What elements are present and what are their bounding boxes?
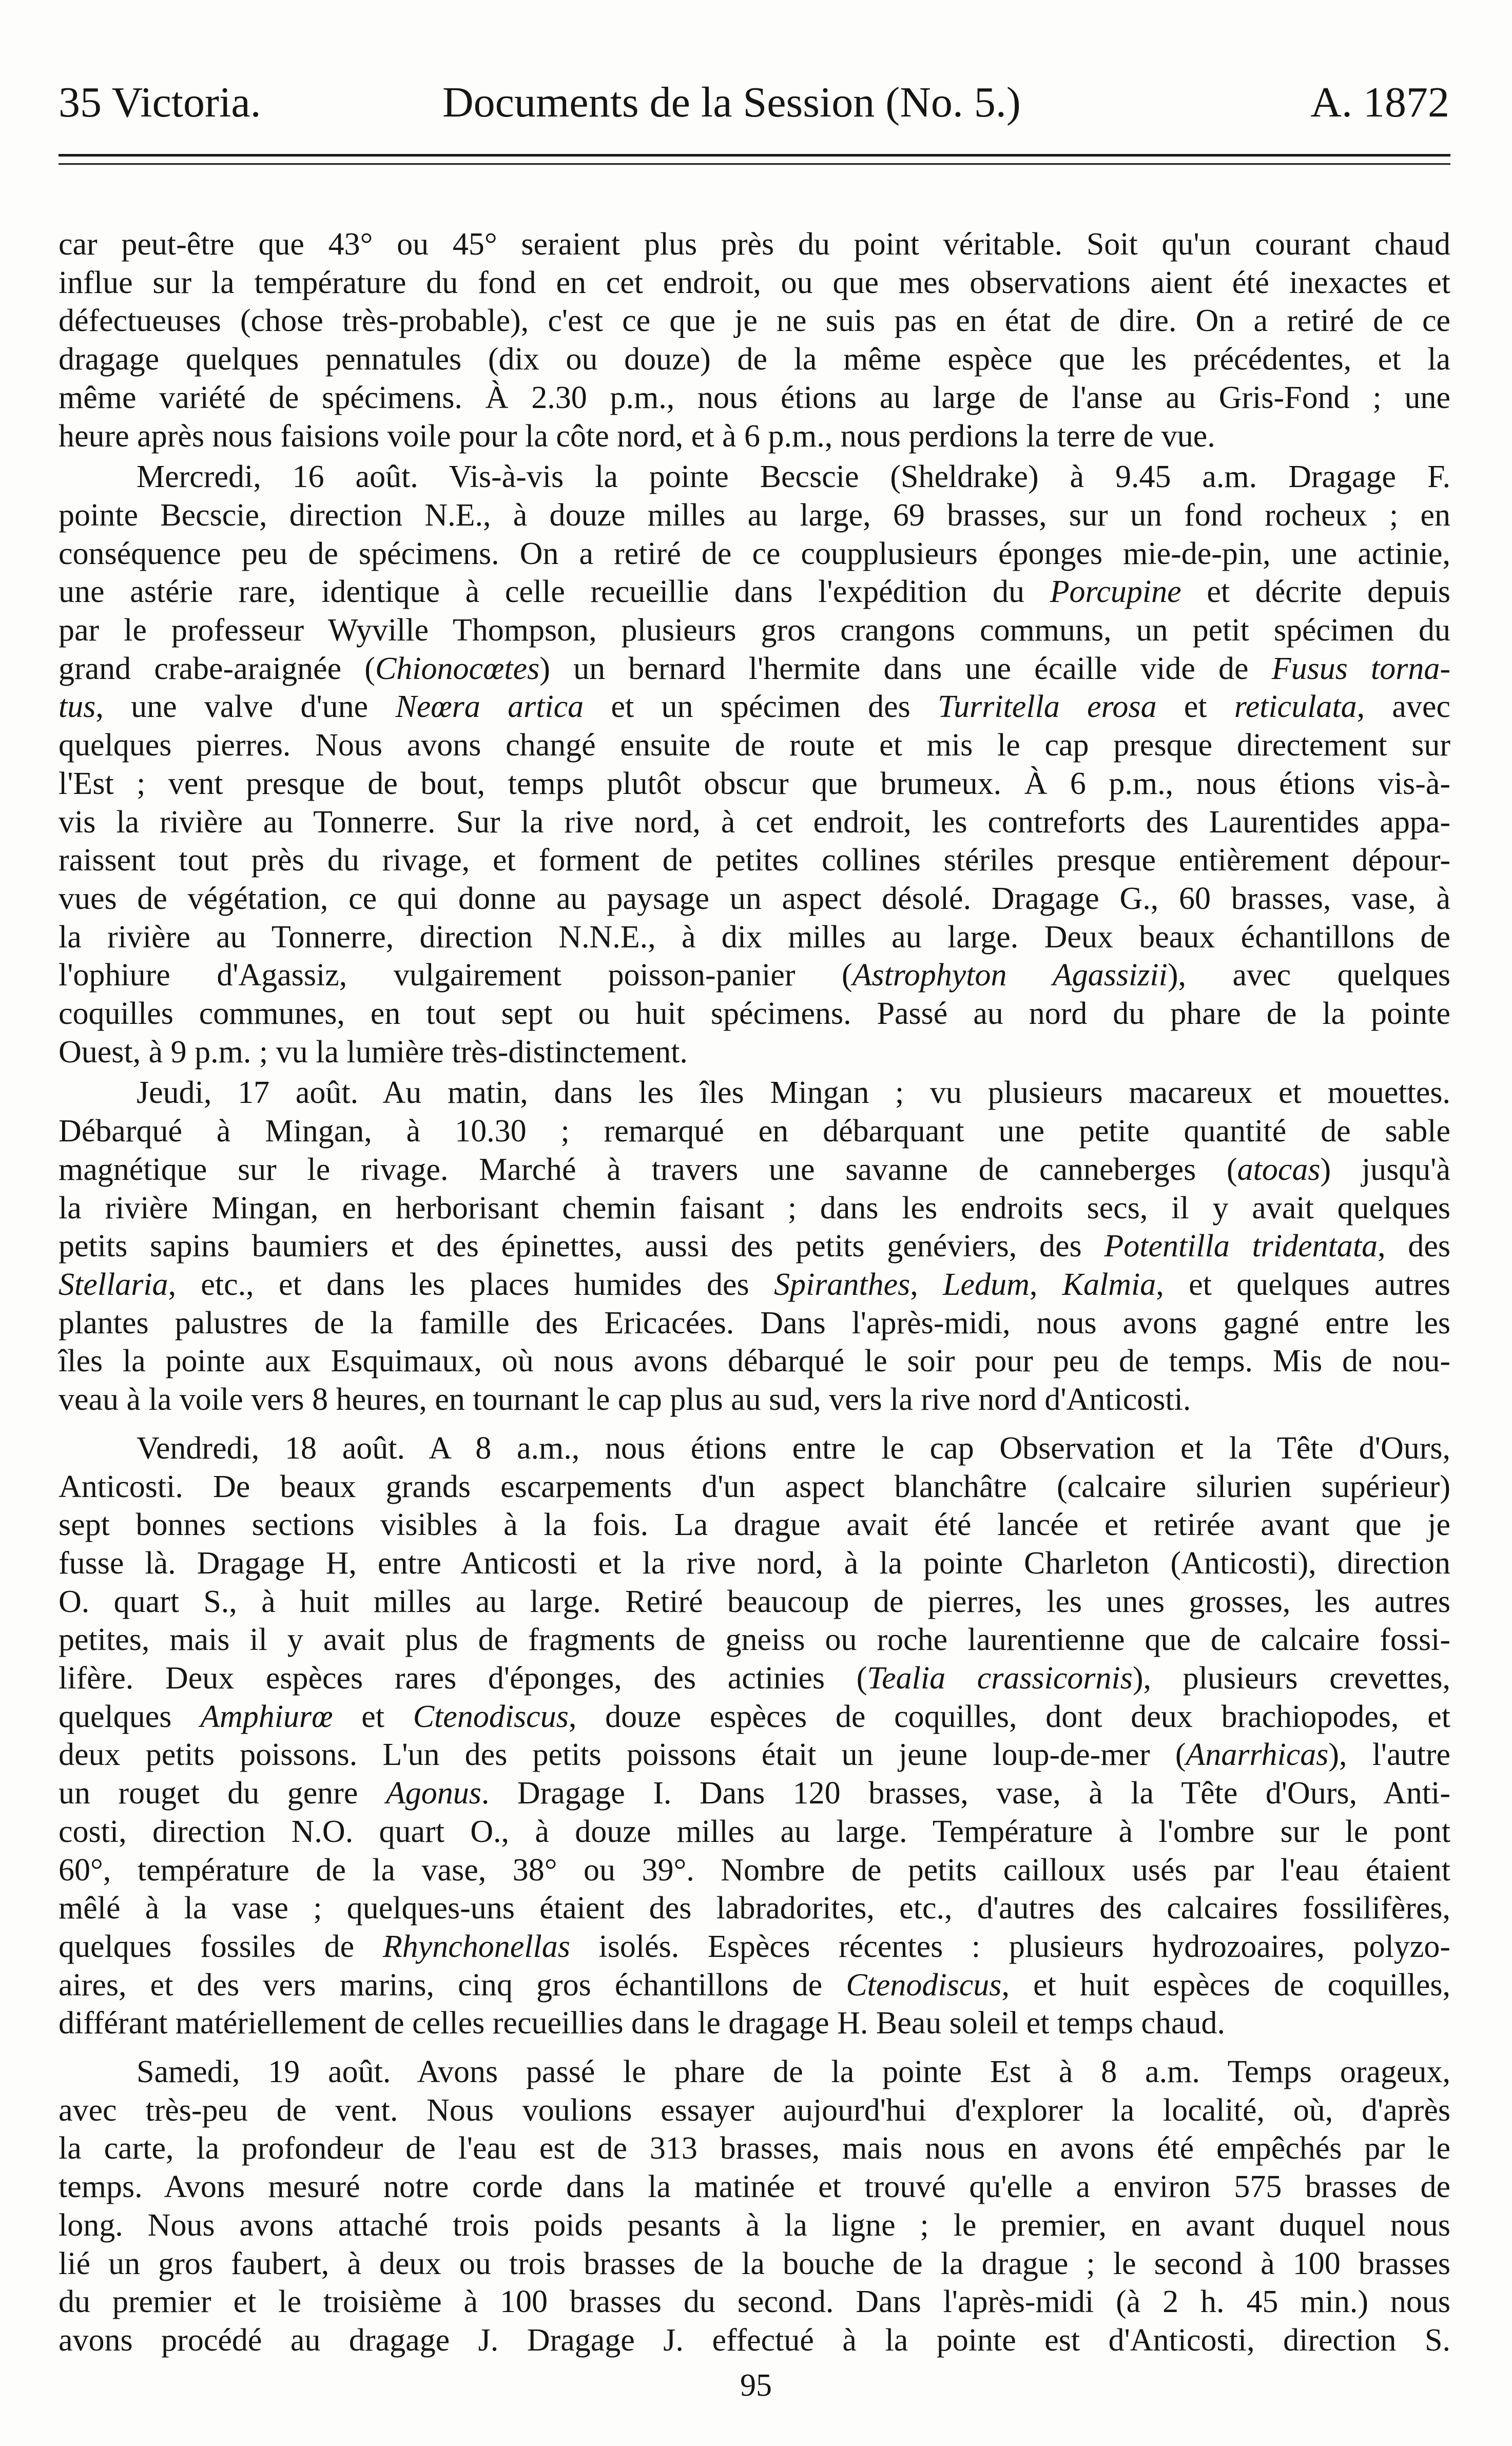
- text-run: l'ophiure d'Agassiz, vulgairement poisson-panier (: [59, 958, 852, 993]
- text-line: long. Nous avons attaché trois poids pesants à la ligne ; le premier, en avant duquel nous: [59, 2207, 1450, 2243]
- text-line: vis la rivière au Tonnerre. Sur la rive nord, à cet endroit, les contreforts des Laurentides appa-: [59, 804, 1450, 840]
- text-run: une astérie rare, identique à celle recueillie dans l'expédition du: [59, 574, 1050, 610]
- text-run: ,: [910, 1267, 943, 1302]
- italic-term: Ctenodiscus: [846, 1967, 1002, 2003]
- text-line: petites, mais il y avait plus de fragments de gneiss ou roche laurentienne que de calcaire fossi-: [59, 1622, 1450, 1658]
- text-run: . Dragage I. Dans 120 brasses, vase, à la Tête d'Ours, Anti-: [481, 1776, 1450, 1811]
- italic-term: Ctenodiscus: [413, 1699, 569, 1734]
- text-line: raissent tout près du rivage, et forment de petites collines stériles presque entièrement dépour-: [59, 843, 1450, 878]
- italic-term: Potentilla tridentata: [1104, 1229, 1378, 1264]
- text-line: la rivière Mingan, en herborisant chemin faisant ; dans les endroits secs, il y avait quelques: [59, 1190, 1450, 1226]
- text-line: [59, 1774, 1450, 1813]
- text-line: îles la pointe aux Esquimaux, où nous avons débarqué le soir pour peu de temps. Mis de nou-: [59, 1344, 1450, 1379]
- paragraph: [59, 2053, 1450, 2360]
- text-run: ,: [1029, 1267, 1062, 1302]
- text-run: ), plusieurs crevettes,: [1132, 1661, 1450, 1696]
- text-run: ) jusqu'à: [1320, 1152, 1450, 1187]
- italic-term: Tealia crassicornis: [867, 1661, 1133, 1696]
- text-run: et: [1156, 689, 1234, 725]
- text-line: [59, 1928, 1450, 1966]
- text-line: [59, 1151, 1450, 1189]
- text-line: influe sur la température du fond en cet endroit, ou que mes observations aient été inexactes et: [59, 265, 1450, 300]
- text-line: [59, 688, 1450, 726]
- text-run: , des: [1378, 1229, 1450, 1264]
- italic-term: Porcupine: [1050, 574, 1181, 610]
- text-run: et: [333, 1699, 413, 1734]
- text-line: temps. Avons mesuré notre corde dans la matinée et trouvé qu'elle a environ 575 brasses de: [59, 2169, 1450, 2205]
- text-run: un rouget du genre: [59, 1776, 386, 1811]
- text-run: aires, et des vers marins, cinq gros échantillons de: [59, 1967, 846, 2003]
- italic-term: Agonus: [385, 1776, 481, 1811]
- italic-term: Kalmia: [1062, 1267, 1156, 1302]
- text-line: pointe Becscie, direction N.E., à douze milles au large, 69 brasses, sur un fond rocheux ; en: [59, 497, 1450, 533]
- text-run: , avec: [1356, 689, 1450, 725]
- running-head-title: Documents de la Session (No. 5.): [442, 79, 1021, 126]
- text-line: lié un gros faubert, à deux ou trois brasses de la bouche de la drague ; le second à 100 brasses: [59, 2246, 1450, 2281]
- text-run: lifère. Deux espèces rares d'éponges, des actinies (: [59, 1661, 867, 1696]
- text-run: grand crabe-araignée (: [59, 651, 375, 686]
- text-run: quelques fossiles de: [59, 1929, 383, 1964]
- text-run: , et huit espèces de coquilles,: [1001, 1967, 1451, 2003]
- body-text: [59, 225, 1450, 2360]
- text-line: quelques pierres. Nous avons changé ensuite de route et mis le cap presque directement sur: [59, 728, 1450, 763]
- italic-term: Amphiurœ: [200, 1699, 333, 1734]
- text-run: ) un bernard l'hermite dans une écaille vide de: [539, 651, 1272, 686]
- paragraph: [59, 458, 1450, 1071]
- italic-term: atocas: [1237, 1152, 1321, 1187]
- text-line: 60°, température de la vase, 38° ou 39°. Nombre de petits cailloux usés par l'eau étaient: [59, 1852, 1450, 1888]
- text-line: Vendredi, 18 août. A 8 a.m., nous étions entre le cap Observation et la Tête d'Ours,: [137, 1430, 1450, 1466]
- text-run: isolés. Espèces récentes : plusieurs hydrozoaires, polyzo-: [570, 1929, 1450, 1964]
- text-run: , douze espèces de coquilles, dont deux brachiopodes, et: [568, 1699, 1450, 1734]
- text-line: Anticosti. De beaux grands escarpements d'un aspect blanchâtre (calcaire silurien supérieur): [59, 1469, 1450, 1504]
- text-run: et un spécimen des: [584, 689, 938, 725]
- text-line: avec très-peu de vent. Nous voulions essayer aujourd'hui d'explorer la localité, où, d'après: [59, 2092, 1450, 2128]
- text-line: la rivière au Tonnerre, direction N.N.E., à dix milles au large. Deux beaux échantillons de: [59, 919, 1450, 955]
- paragraph: [59, 225, 1450, 455]
- text-line: car peut-être que 43° ou 45° seraient plus près du point véritable. Soit qu'un courant chaud: [59, 227, 1450, 262]
- text-line: costi, direction N.O. quart O., à douze milles au large. Température à l'ombre sur le pont: [59, 1814, 1450, 1849]
- text-run: magnétique sur le rivage. Marché à travers une savanne de canneberges (: [59, 1152, 1237, 1187]
- paragraph: [59, 1074, 1450, 1419]
- text-line: l'Est ; vent presque de bout, temps plutôt obscur que brumeux. À 6 p.m., nous étions vis-à-: [59, 766, 1450, 801]
- text-line: [59, 1698, 1450, 1736]
- text-line: veau à la voile vers 8 heures, en tournant le cap plus au sud, vers la rive nord d'Anticosti.: [59, 1382, 1191, 1418]
- text-run: , etc., et dans les places humides des: [168, 1267, 774, 1302]
- text-line: défectueuses (chose très-probable), c'est ce que je ne suis pas en état de dire. On a retiré de ce: [59, 303, 1450, 339]
- text-line: mêlé à la vase ; quelques-uns étaient des labradorites, etc., d'autres des calcaires fossilifères,: [59, 1891, 1450, 1926]
- text-line: la carte, la profondeur de l'eau est de 313 brasses, mais nous en avons été empêchés par le: [59, 2131, 1450, 2166]
- text-line: conséquence peu de spécimens. On a retiré de ce coupplusieurs éponges mie-de-pin, une actinie,: [59, 536, 1450, 571]
- text-line: Jeudi, 17 août. Au matin, dans les îles Mingan ; vu plusieurs macareux et mouettes.: [137, 1075, 1450, 1111]
- text-run: ), l'autre: [1328, 1737, 1451, 1773]
- text-line: [59, 650, 1450, 688]
- italic-term: Neœra artica: [395, 689, 584, 725]
- text-line: vues de végétation, ce qui donne au paysage un aspect désolé. Dragage G., 60 brasses, vase, à: [59, 881, 1450, 916]
- text-line: sept bonnes sections visibles à la fois. La drague avait été lancée et retirée avant que je: [59, 1507, 1450, 1543]
- text-run: petits sapins baumiers et des épinettes, aussi des petits genéviers, des: [59, 1229, 1104, 1264]
- paragraph: [59, 1429, 1450, 2043]
- text-line: plantes palustres de la famille des Ericacées. Dans l'après-midi, nous avons gagné entre les: [59, 1305, 1450, 1341]
- italic-term: tus: [59, 689, 96, 725]
- page-number: 95: [740, 2368, 772, 2403]
- text-run: ), avec quelques: [1167, 958, 1451, 993]
- header-rule-top: [59, 154, 1450, 157]
- header-rule-bottom: [59, 163, 1450, 165]
- text-line: dragage quelques pennatules (dix ou douze) de la même espèce que les précédentes, et la: [59, 342, 1450, 377]
- text-line: Mercredi, 16 août. Vis-à-vis la pointe Becscie (Sheldrake) à 9.45 a.m. Dragage F.: [137, 459, 1450, 495]
- text-run: et décrite depuis: [1181, 574, 1451, 610]
- text-line: [59, 956, 1450, 995]
- running-head-volume: 35 Victoria.: [59, 79, 261, 126]
- italic-term: Turritella erosa: [938, 689, 1157, 725]
- text-line: fusse là. Dragage H, entre Anticosti et la rive nord, à la pointe Charleton (Anticosti), direction: [59, 1545, 1450, 1581]
- text-line: par le professeur Wyville Thompson, plusieurs gros crangons communs, un petit spécimen du: [59, 613, 1450, 648]
- text-line: différant matériellement de celles recueillies dans le dragage H. Beau soleil et temps chaud.: [59, 2006, 1225, 2041]
- text-line: Samedi, 19 août. Avons passé le phare de la pointe Est à 8 a.m. Temps orageux,: [137, 2054, 1450, 2090]
- italic-term: Chionocœtes: [375, 651, 540, 686]
- text-line: heure après nous faisions voile pour la côte nord, et à 6 p.m., nous perdions la terre de vue.: [59, 418, 1215, 454]
- text-line: [59, 1659, 1450, 1698]
- text-line: [59, 1736, 1450, 1774]
- text-line: même variété de spécimens. À 2.30 p.m., nous étions au large de l'anse au Gris-Fond ; une: [59, 380, 1450, 415]
- text-run: deux petits poissons. L'un des petits poissons était un jeune loup-de-mer (: [59, 1737, 1186, 1773]
- text-run: quelques: [59, 1699, 201, 1734]
- text-line: [59, 573, 1450, 611]
- italic-term: Astrophyton Agassizii: [852, 958, 1168, 993]
- italic-term: Stellaria: [59, 1267, 168, 1302]
- text-line: O. quart S., à huit milles au large. Retiré beaucoup de pierres, les unes grosses, les autres: [59, 1584, 1450, 1619]
- text-line: Débarqué à Mingan, à 10.30 ; remarqué en débarquant une petite quantité de sable: [59, 1114, 1450, 1149]
- italic-term: Fusus torna-: [1271, 651, 1450, 686]
- text-line: [59, 1966, 1450, 2005]
- italic-term: Anarrhicas: [1186, 1737, 1329, 1773]
- italic-term: Rhynchonellas: [382, 1929, 570, 1964]
- text-line: Ouest, à 9 p.m. ; vu la lumière très-distinctement.: [59, 1034, 688, 1070]
- italic-term: Spiranthes: [774, 1267, 910, 1302]
- text-run: , une valve d'une: [95, 689, 396, 725]
- text-line: coquilles communes, en tout sept ou huit spécimens. Passé au nord du phare de la pointe: [59, 996, 1450, 1032]
- text-line: avons procédé au dragage J. Dragage J. effectué à la pointe est d'Anticosti, direction S.: [59, 2322, 1450, 2358]
- text-run: , et quelques autres: [1156, 1267, 1450, 1302]
- italic-term: Ledum: [943, 1267, 1030, 1302]
- italic-term: reticulata: [1234, 689, 1357, 725]
- text-line: [59, 1266, 1450, 1304]
- running-head-year: A. 1872: [1310, 79, 1449, 126]
- text-line: [59, 1227, 1450, 1266]
- text-line: du premier et le troisième à 100 brasses du second. Dans l'après-midi (à 2 h. 45 min.) nous: [59, 2284, 1450, 2320]
